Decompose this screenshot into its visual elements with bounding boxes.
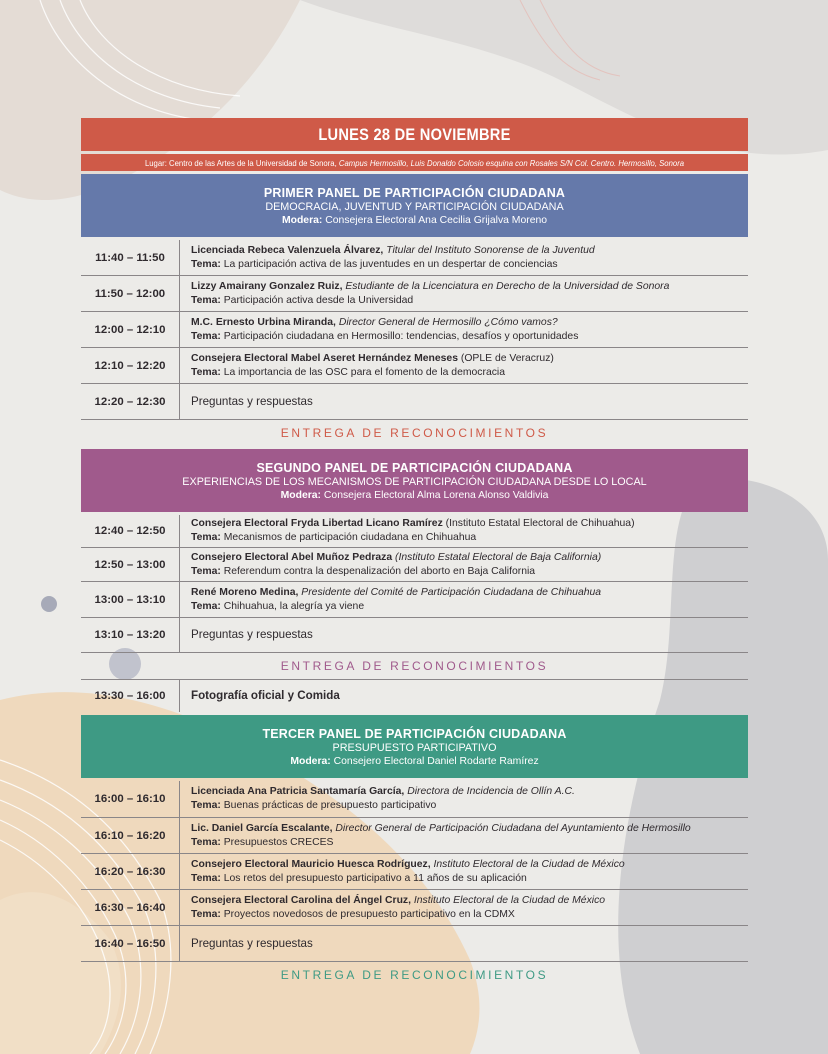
- date-banner: [81, 118, 748, 151]
- row-details: Consejera Electoral Carolina del Ángel Cruz, Instituto Electoral de la Ciudad de México Tema: Proyectos novedosos de presupuesto participativo en la CDMX: [191, 894, 606, 920]
- schedule-row: [81, 312, 748, 348]
- row-time: 12:00 – 12:10: [81, 312, 180, 347]
- schedule-row: [81, 582, 748, 618]
- schedule-row: [81, 384, 748, 420]
- row-details: Licenciada Rebeca Valenzuela Álvarez, Titular del Instituto Sonorense de la Juventud Tema: La participación activa de las juventudes en un despertar de conciencias: [191, 244, 595, 270]
- awards-caption: ENTREGA DE RECONOCIMIENTOS: [280, 659, 549, 673]
- row-time: 12:40 – 12:50: [81, 515, 180, 547]
- panel-2-header: [81, 449, 748, 512]
- schedule-row: [81, 276, 748, 312]
- panel-moderator: Modera: Consejera Electoral Alma Lorena Alonso Valdivia: [280, 489, 549, 501]
- schedule-row: [81, 548, 748, 582]
- panel-subtitle: DEMOCRACIA, JUVENTUD Y PARTICIPACIÓN CIUDADANA: [265, 200, 564, 213]
- panel-2-schedule: [81, 515, 748, 653]
- row-time: 16:40 – 16:50: [81, 926, 180, 961]
- venue-label: Lugar:: [144, 157, 167, 168]
- venue-text: [145, 158, 684, 168]
- schedule-row: [81, 240, 748, 276]
- row-details: M.C. Ernesto Urbina Miranda, Director General de Hermosillo ¿Cómo vamos? Tema: Participación ciudadana en Hermosillo: tendencias, desafíos y oportunidades: [191, 316, 579, 342]
- schedule-row: [81, 618, 748, 653]
- schedule-row: [81, 818, 748, 854]
- schedule-row: [81, 781, 748, 818]
- row-details: [180, 680, 748, 712]
- row-time: 12:10 – 12:20: [81, 348, 180, 383]
- schedule-row: [81, 854, 748, 890]
- panel-title: TERCER PANEL DE PARTICIPACIÓN CIUDADANA: [262, 726, 567, 741]
- awards-caption: ENTREGA DE RECONOCIMIENTOS: [280, 426, 549, 440]
- row-details: [180, 926, 748, 961]
- schedule-row: [81, 926, 748, 962]
- row-time: 13:00 – 13:10: [81, 582, 180, 617]
- row-details: Consejera Electoral Fryda Libertad Licano Ramírez (Instituto Estatal Electoral de Chihuahua) Tema: Mecanismos de participación ciudadana en Chihuahua: [191, 518, 635, 543]
- row-time: 12:20 – 12:30: [81, 384, 180, 419]
- row-details: Licenciada Ana Patricia Santamaría García, Directora de Incidencia de Ollín A.C. Tema: Buenas prácticas de presupuesto participativo: [191, 786, 575, 811]
- row-details: Consejera Electoral Mabel Aseret Hernández Meneses (OPLE de Veracruz) Tema: La importancia de las OSC para el fomento de la democracia: [191, 352, 554, 378]
- row-details: [180, 384, 748, 419]
- venue-address: Luis Donaldo Colosio esquina con Rosales S/N Col. Centro. Hermosillo, Sonora: [410, 157, 685, 168]
- program-sheet: [81, 118, 748, 988]
- row-details: Lizzy Amairany Gonzalez Ruiz, Estudiante de la Licenciatura en Derecho de la Universidad de Sonora Tema: Participación activa desde la Universidad: [191, 280, 670, 306]
- row-time: 13:10 – 13:20: [81, 618, 180, 652]
- row-time: 11:50 – 12:00: [81, 276, 180, 311]
- row-time: 16:30 – 16:40: [81, 890, 180, 925]
- panel-moderator: Modera: Consejera Electoral Ana Cecilia Grijalva Moreno: [281, 214, 548, 226]
- qa-label: Preguntas y respuestas: [191, 394, 313, 408]
- panel-moderator: Modera: Consejero Electoral Daniel Rodarte Ramírez: [290, 755, 539, 767]
- lunch-schedule: [81, 679, 748, 712]
- row-time: 16:20 – 16:30: [81, 854, 180, 889]
- row-details: [180, 618, 748, 652]
- venue-name: Centro de las Artes de la Universidad de Sonora,: [169, 157, 337, 168]
- row-time: 12:50 – 13:00: [81, 548, 180, 581]
- panel-3-schedule: [81, 781, 748, 962]
- row-time: 11:40 – 11:50: [81, 240, 180, 275]
- panel-1-header: [81, 174, 748, 237]
- panel-title: PRIMER PANEL DE PARTICIPACIÓN CIUDADANA: [263, 185, 566, 200]
- schedule-row: [81, 515, 748, 548]
- qa-label: Preguntas y respuestas: [191, 936, 313, 950]
- row-details: Consejero Electoral Abel Muñoz Pedraza (Instituto Estatal Electoral de Baja California) Tema: Referendum contra la despenalización del aborto en Baja California: [191, 551, 602, 577]
- row-time: 16:00 – 16:10: [81, 781, 180, 817]
- panel-1-schedule: [81, 240, 748, 420]
- venue-campus: Campus Hermosillo,: [338, 157, 409, 168]
- row-details: Lic. Daniel García Escalante, Director General de Participación Ciudadana del Ayuntamiento de Hermosillo Tema: Presupuestos CRECES: [191, 822, 691, 848]
- qa-label: Preguntas y respuestas: [191, 628, 313, 641]
- schedule-row: [81, 348, 748, 384]
- row-details: Consejero Electoral Mauricio Huesca Rodríguez, Instituto Electoral de la Ciudad de México Tema: Los retos del presupuesto participativo a 11 años de su aplicación: [191, 858, 625, 884]
- row-time: 16:10 – 16:20: [81, 818, 180, 853]
- panel-title: SEGUNDO PANEL DE PARTICIPACIÓN CIUDADANA: [256, 460, 573, 475]
- schedule-row: [81, 679, 748, 712]
- date-title: LUNES 28 DE NOVIEMBRE: [128, 118, 702, 151]
- panel-subtitle: PRESUPUESTO PARTICIPATIVO: [332, 741, 497, 754]
- venue-bar: [81, 154, 748, 171]
- row-time: 13:30 – 16:00: [81, 680, 180, 712]
- panel-3-header: [81, 715, 748, 778]
- panel-subtitle: EXPERIENCIAS DE LOS MECANISMOS DE PARTICIPACIÓN CIUDADANA DESDE LO LOCAL: [182, 475, 647, 488]
- lunch-label: Fotografía oficial y Comida: [191, 689, 340, 702]
- row-details: René Moreno Medina, Presidente del Comité de Participación Ciudadana de Chihuahua Tema: Chihuahua, la alegría ya viene: [191, 586, 602, 612]
- awards-caption: ENTREGA DE RECONOCIMIENTOS: [280, 968, 549, 982]
- schedule-row: [81, 890, 748, 926]
